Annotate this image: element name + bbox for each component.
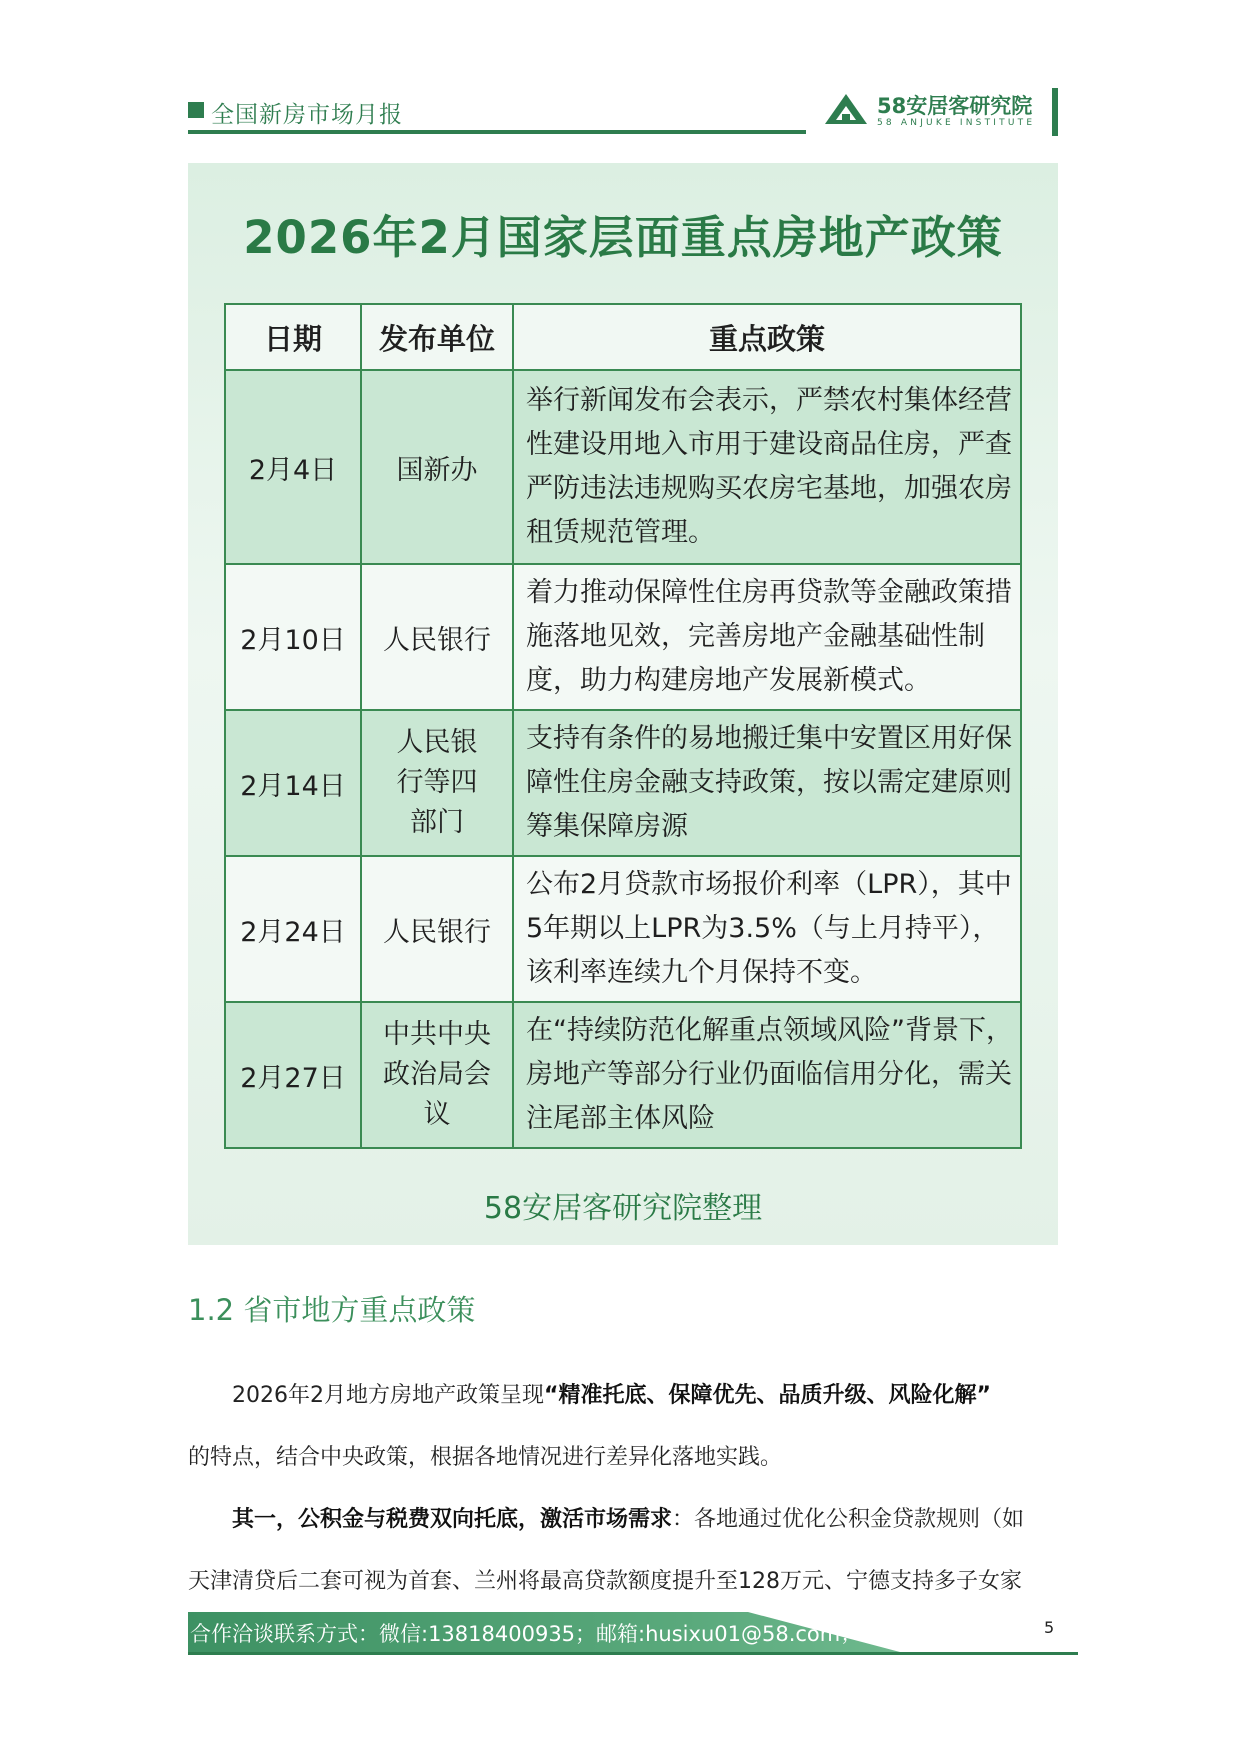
row-policy: 举行新闻发布会表示，严禁农村集体经营性建设用地入市用于建设商品住房，严查严防违法违规购买农房宅基地，加强农房租赁规范管理。 xyxy=(513,370,1021,564)
para2-text-a: ：各地通过优化公积金贷款规则（如 xyxy=(672,1507,1025,1532)
row-policy: 在“持续防范化解重点领域风险”背景下，房地产等部分行业仍面临信用分化，需关注尾部主体风险 xyxy=(513,1002,1021,1148)
header-rule xyxy=(188,130,806,134)
row-org: 人民银行 xyxy=(361,564,513,710)
table-row xyxy=(225,1002,1021,1148)
table-row xyxy=(225,856,1021,1002)
report-title: 全国新房市场月报 xyxy=(211,102,403,128)
header-vertical-bar xyxy=(1052,88,1058,136)
col-header-date: 日期 xyxy=(225,304,361,370)
policy-source-note: 58安居客研究院整理 xyxy=(483,1191,763,1226)
section-title: 1.2 省市地方重点政策 xyxy=(188,1293,476,1327)
row-policy: 支持有条件的易地搬迁集中安置区用好保障性住房金融支持政策，按以需定建原则筹集保障房源 xyxy=(513,710,1021,856)
row-date: 2月10日 xyxy=(225,564,361,710)
logo-text-cn: 58安居客研究院 xyxy=(877,94,1033,118)
row-date: 2月27日 xyxy=(225,1002,361,1148)
row-org: 中共中央政治局会议 xyxy=(361,1002,513,1148)
policy-table xyxy=(224,303,1022,1149)
row-org: 人民银行 xyxy=(361,856,513,1002)
row-date: 2月24日 xyxy=(225,856,361,1002)
para2-emphasis: 其一，公积金与税费双向托底，激活市场需求 xyxy=(232,1507,673,1532)
paragraph-1-line-2: 的特点，结合中央政策，根据各地情况进行差异化落地实践。 xyxy=(188,1445,783,1470)
table-row xyxy=(225,564,1021,710)
paragraph-1-line-1 xyxy=(188,1378,1058,1409)
para1-text-a: 2026年2月地方房地产政策呈现 xyxy=(232,1383,544,1408)
anjuke-logo xyxy=(823,88,1043,134)
row-org: 国新办 xyxy=(361,370,513,564)
col-header-policy: 重点政策 xyxy=(513,304,1021,370)
footer-rule xyxy=(188,1652,1078,1655)
paragraph-2-line-2: 天津清贷后二套可视为首套、兰州将最高贷款额度提升至128万元、宁德支持多子女家 xyxy=(188,1569,1022,1594)
row-org: 人民银行等四部门 xyxy=(361,710,513,856)
logo-text-en: 58 ANJUKE INSTITUTE xyxy=(877,118,1036,128)
row-date: 2月4日 xyxy=(225,370,361,564)
header-square-mark xyxy=(188,102,204,118)
national-policy-card xyxy=(188,163,1058,1245)
table-row xyxy=(225,370,1021,564)
anjuke-triangle-icon xyxy=(823,92,869,126)
policy-card-title: 2026年2月国家层面重点房地产政策 xyxy=(243,211,1003,264)
row-policy: 着力推动保障性住房再贷款等金融政策措施落地见效，完善房地产金融基础性制度，助力构建房地产发展新模式。 xyxy=(513,564,1021,710)
col-header-org: 发布单位 xyxy=(361,304,513,370)
page-number: 5 xyxy=(1044,1618,1055,1637)
para1-emphasis: “精准托底、保障优先、品质升级、风险化解” xyxy=(544,1383,991,1408)
row-policy: 公布2月贷款市场报价利率（LPR），其中5年期以上LPR为3.5%（与上月持平），该利率连续九个月保持不变。 xyxy=(513,856,1021,1002)
table-row xyxy=(225,710,1021,856)
row-date: 2月14日 xyxy=(225,710,361,856)
footer-contact: 合作洽谈联系方式：微信:13818400935；邮箱:husixu01@58.com； xyxy=(190,1622,862,1646)
paragraph-2-line-1 xyxy=(188,1502,1058,1533)
policy-table-header xyxy=(225,304,1021,370)
